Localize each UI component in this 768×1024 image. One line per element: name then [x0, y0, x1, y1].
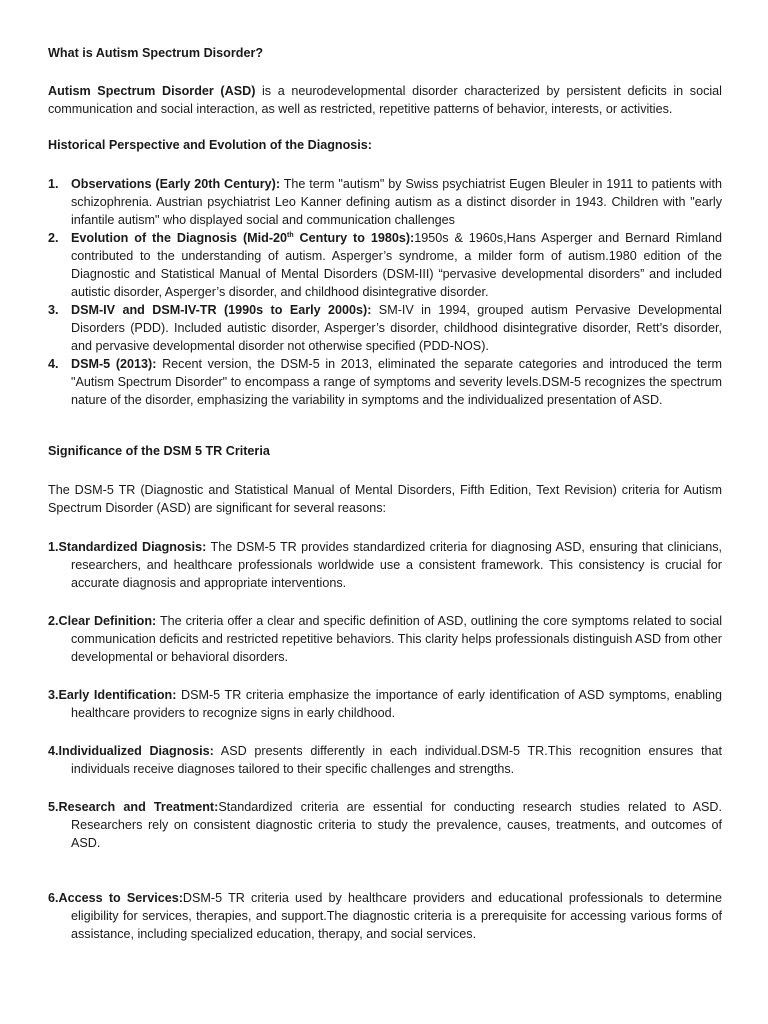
history-item-text: 1950s & 1960s,Hans Asperger and Bernard Rimland contributed to the understanding of autism. Asperger’s syndrome, a milder form of autism.1980 edition of the Diagnostic and Statistical Manual of Mental Disorders (DSM-III) “pervasive developmental disorders” and included autistic disorder, Asperger’s disorder, and childhood disintegrative disorder.	[71, 231, 722, 299]
criterion-paragraph	[48, 612, 722, 666]
history-item-label: DSM-IV and DSM-IV-TR (1990s to Early 2000s):	[71, 303, 372, 317]
criterion-paragraph	[48, 798, 722, 852]
criterion-text: ASD presents differently in each individual.DSM-5 TR.This recognition ensures that individuals receive diagnoses tailored to their specific challenges and strengths.	[71, 744, 722, 776]
history-item-label-sup: th	[287, 231, 294, 239]
criterion-paragraph	[48, 538, 722, 592]
list-number: 3.	[48, 303, 59, 317]
criterion-paragraph	[48, 742, 722, 778]
history-item-text: The term "autism" by Swiss psychiatrist Eugen Bleuler in 1911 to patients with schizophrenia. Austrian psychiatrist Leo Kanner defining autism as a distinct disorder in 1943. Children with "early infantile autism" who displayed social and communication challenges	[71, 177, 722, 227]
document-title: What is Autism Spectrum Disorder?	[48, 46, 264, 60]
history-item	[48, 175, 722, 229]
criterion-label: 1.Standardized Diagnosis:	[48, 540, 207, 554]
history-item-text: Recent version, the DSM-5 in 2013, eliminated the separate categories and introduced the term "Autism Spectrum Disorder" to encompass a range of symptoms and severity levels.DSM-5 recognizes the spectrum nature of the disorder, emphasizing the variability in symptoms and the individualized presentation of ASD.	[71, 357, 723, 407]
criterion-paragraph	[48, 889, 722, 943]
criterion-label: 6.Access to Services:	[48, 891, 183, 905]
criterion-label: 4.Individualized Diagnosis:	[48, 744, 214, 758]
list-number: 2.	[48, 231, 59, 245]
dsm-heading: Significance of the DSM 5 TR Criteria	[48, 444, 270, 458]
intro-term: Autism Spectrum Disorder (ASD)	[48, 84, 256, 98]
history-item-label-pre: Evolution of the Diagnosis (Mid-20	[71, 231, 288, 245]
intro-text: is a neurodevelopmental disorder characterized by persistent deficits in social communication and social interaction, as well as restricted, repetitive patterns of behavior, interests, or activities.	[48, 84, 722, 116]
criterion-text: DSM-5 TR criteria used by healthcare providers and educational professionals to determine eligibility for services, therapies, and support.The diagnostic criteria is a prerequisite for accessing various forms of assistance, including specialized education, therapy, and social services.	[71, 891, 722, 941]
history-item-label: DSM-5 (2013):	[71, 357, 157, 371]
intro-paragraph	[48, 82, 722, 118]
history-heading: Historical Perspective and Evolution of the Diagnosis:	[48, 138, 373, 152]
criterion-text: Standardized criteria are essential for conducting research studies related to ASD. Researchers rely on consistent diagnostic criteria to study the prevalence, causes, treatments, and outcomes of ASD.	[71, 800, 723, 850]
criterion-paragraph	[48, 686, 722, 722]
criterion-label: 3.Early Identification:	[48, 688, 177, 702]
list-number: 4.	[48, 357, 59, 371]
history-item-label	[71, 231, 414, 245]
criterion-label: 2.Clear Definition:	[48, 614, 157, 628]
history-item-label-post: Century to 1980s):	[293, 231, 415, 245]
history-item-label: Observations (Early 20th Century):	[71, 177, 281, 191]
history-item	[48, 301, 722, 355]
criterion-text: The criteria offer a clear and specific definition of ASD, outlining the core symptoms related to social communication deficits and restricted repetitive behaviors. This clarity helps professionals distinguish ASD from other developmental or behavioral disorders.	[71, 614, 723, 664]
history-list	[48, 175, 722, 409]
criterion-text: The DSM-5 TR provides standardized criteria for diagnosing ASD, ensuring that clinicians, researchers, and healthcare professionals worldwide use a consistent framework. This consistency is crucial for accurate diagnosis and appropriate interventions.	[71, 540, 723, 590]
criterion-label: 5.Research and Treatment:	[48, 800, 219, 814]
dsm-intro-paragraph: The DSM-5 TR (Diagnostic and Statistical Manual of Mental Disorders, Fifth Edition, Text Revision) criteria for Autism Spectrum Disorder (ASD) are significant for several reasons:	[48, 483, 722, 515]
history-item	[48, 229, 722, 301]
history-item-text: SM-IV in 1994, grouped autism Pervasive Developmental Disorders (PDD). Included autistic disorder, Asperger’s disorder, childhood disintegrative disorder, Rett’s disorder, and pervasive developmental disorder not otherwise specified (PDD-NOS).	[71, 303, 722, 353]
list-number: 1.	[48, 177, 59, 191]
history-item	[48, 355, 723, 409]
criterion-text: DSM-5 TR criteria emphasize the importance of early identification of ASD symptoms, enabling healthcare providers to recognize signs in early childhood.	[71, 688, 722, 720]
